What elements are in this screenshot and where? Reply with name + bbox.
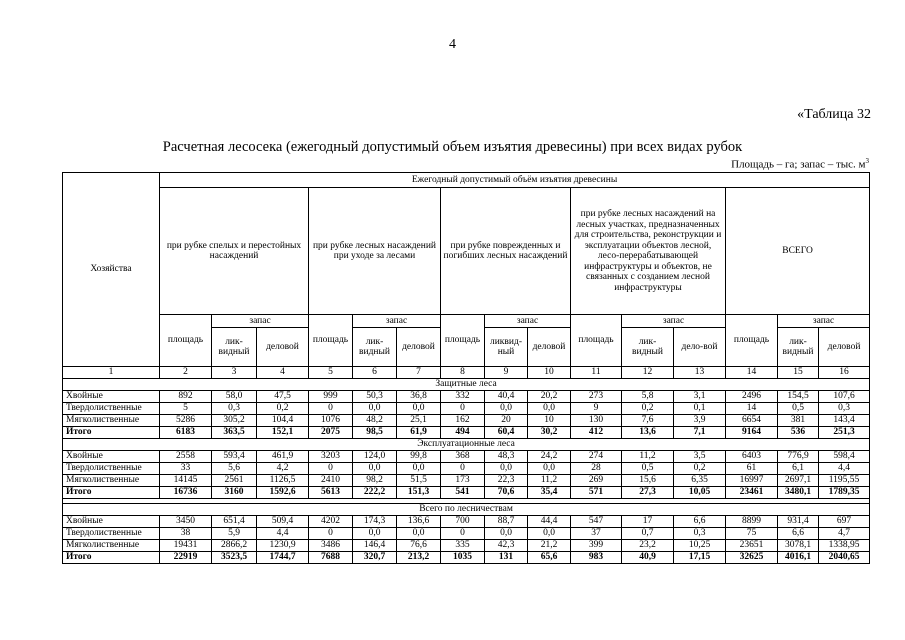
table-cell: 44,4 <box>528 516 571 528</box>
table-cell: 30,2 <box>528 427 571 439</box>
table-row <box>63 451 870 463</box>
table-cell: 0,1 <box>674 403 726 415</box>
table-cell: 47,5 <box>257 391 309 403</box>
table-cell: 88,7 <box>485 516 528 528</box>
table-cell: 76,6 <box>397 540 441 552</box>
table-cell: 6,1 <box>778 463 819 475</box>
allowable-cut-table <box>62 172 870 564</box>
table-cell: 999 <box>309 391 353 403</box>
column-number: 13 <box>674 367 726 379</box>
table-cell: 697 <box>819 516 870 528</box>
table-cell: 131 <box>485 552 528 564</box>
table-cell: 931,4 <box>778 516 819 528</box>
section-row <box>63 504 870 516</box>
header-liquid: лик-видный <box>622 328 674 367</box>
table-row <box>63 540 870 552</box>
table-cell: 0 <box>441 403 485 415</box>
table-row <box>63 475 870 487</box>
table-cell: 4,4 <box>257 528 309 540</box>
header-area: площадь <box>441 315 485 367</box>
table-cell: 1230,9 <box>257 540 309 552</box>
header-liquid: лик-видный <box>212 328 257 367</box>
table-cell: 3486 <box>309 540 353 552</box>
table-cell: 1126,5 <box>257 475 309 487</box>
table-cell: 983 <box>571 552 622 564</box>
table-cell: 0,0 <box>528 528 571 540</box>
table-cell: 7,1 <box>674 427 726 439</box>
table-cell: 11,2 <box>622 451 674 463</box>
table-cell: 1035 <box>441 552 485 564</box>
table-cell: 51,5 <box>397 475 441 487</box>
column-number: 4 <box>257 367 309 379</box>
header-stock: запас <box>353 315 441 328</box>
table-cell: 0,5 <box>778 403 819 415</box>
column-number: 2 <box>160 367 212 379</box>
table-cell: 335 <box>441 540 485 552</box>
header-area: площадь <box>571 315 622 367</box>
table-cell: 6,6 <box>778 528 819 540</box>
table-label: «Таблица 32 <box>797 107 871 122</box>
table-cell: 174,3 <box>353 516 397 528</box>
header-stock: запас <box>485 315 571 328</box>
table-cell: 3,5 <box>674 451 726 463</box>
table-cell: 0,0 <box>353 403 397 415</box>
table-cell: 2558 <box>160 451 212 463</box>
table-cell: 1744,7 <box>257 552 309 564</box>
column-number: 9 <box>485 367 528 379</box>
table-cell: 4,2 <box>257 463 309 475</box>
table-cell: 0,0 <box>485 528 528 540</box>
row-label: Хвойные <box>63 391 160 403</box>
table-cell: 651,4 <box>212 516 257 528</box>
table-cell: 4,7 <box>819 528 870 540</box>
table-cell: 547 <box>571 516 622 528</box>
table-cell: 0,3 <box>674 528 726 540</box>
table-cell: 2496 <box>726 391 778 403</box>
table-cell: 0 <box>309 463 353 475</box>
table-cell: 6654 <box>726 415 778 427</box>
table-cell: 143,4 <box>819 415 870 427</box>
table-cell: 58,0 <box>212 391 257 403</box>
header-commercial: дело-вой <box>674 328 726 367</box>
table-cell: 146,4 <box>353 540 397 552</box>
table-cell: 494 <box>441 427 485 439</box>
table-cell: 2075 <box>309 427 353 439</box>
table-cell: 107,6 <box>819 391 870 403</box>
table-cell: 5286 <box>160 415 212 427</box>
table-cell: 2410 <box>309 475 353 487</box>
table-cell: 25,1 <box>397 415 441 427</box>
header-group-thinning: при рубке лесных насаждений при уходе за лесами <box>309 188 441 315</box>
table-cell: 13,6 <box>622 427 674 439</box>
table-cell: 17 <box>622 516 674 528</box>
section-row <box>63 439 870 451</box>
table-cell: 22,3 <box>485 475 528 487</box>
table-cell: 2866,2 <box>212 540 257 552</box>
table-cell: 15,6 <box>622 475 674 487</box>
section-row <box>63 379 870 391</box>
table-cell: 154,5 <box>778 391 819 403</box>
table-cell: 37 <box>571 528 622 540</box>
table-cell: 20,2 <box>528 391 571 403</box>
table-cell: 5,6 <box>212 463 257 475</box>
units-text: Площадь – га; запас – тыс. м <box>731 158 866 171</box>
table-cell: 75 <box>726 528 778 540</box>
table-row <box>63 463 870 475</box>
table-cell: 22919 <box>160 552 212 564</box>
table-cell: 381 <box>778 415 819 427</box>
table-cell: 0,3 <box>212 403 257 415</box>
table-cell: 11,2 <box>528 475 571 487</box>
table-row <box>63 403 870 415</box>
table-cell: 0,0 <box>353 463 397 475</box>
column-number: 11 <box>571 367 622 379</box>
table-cell: 222,2 <box>353 487 397 499</box>
table-cell: 7,6 <box>622 415 674 427</box>
column-number: 6 <box>353 367 397 379</box>
table-cell: 305,2 <box>212 415 257 427</box>
table-cell: 593,4 <box>212 451 257 463</box>
table-cell: 3078,1 <box>778 540 819 552</box>
total-row <box>63 427 870 439</box>
table-cell: 40,4 <box>485 391 528 403</box>
table-cell: 173 <box>441 475 485 487</box>
table-cell: 0,2 <box>622 403 674 415</box>
table-cell: 0,0 <box>353 528 397 540</box>
header-area: площадь <box>726 315 778 367</box>
table-cell: 571 <box>571 487 622 499</box>
table-cell: 412 <box>571 427 622 439</box>
table-cell: 0,7 <box>622 528 674 540</box>
table-cell: 536 <box>778 427 819 439</box>
table-cell: 1789,35 <box>819 487 870 499</box>
table-cell: 2040,65 <box>819 552 870 564</box>
units-note <box>731 157 869 171</box>
column-number: 1 <box>63 367 160 379</box>
header-liquid: ликвид-ный <box>485 328 528 367</box>
row-label: Твердолиственные <box>63 403 160 415</box>
row-label: Итого <box>63 552 160 564</box>
table-cell: 40,9 <box>622 552 674 564</box>
table-cell: 32625 <box>726 552 778 564</box>
table-cell: 3,1 <box>674 391 726 403</box>
table-cell: 0,0 <box>397 403 441 415</box>
table-cell: 60,4 <box>485 427 528 439</box>
row-label: Мягколиственные <box>63 540 160 552</box>
table-row <box>63 528 870 540</box>
table-cell: 70,6 <box>485 487 528 499</box>
table-cell: 9164 <box>726 427 778 439</box>
units-superscript: 3 <box>865 157 869 165</box>
column-number: 10 <box>528 367 571 379</box>
table-cell: 461,9 <box>257 451 309 463</box>
header-annual-cut: Ежегодный допустимый объём изъятия древесины <box>160 173 870 188</box>
table-cell: 5,9 <box>212 528 257 540</box>
table-cell: 104,4 <box>257 415 309 427</box>
header-liquid: лик-видный <box>353 328 397 367</box>
table-cell: 1592,6 <box>257 487 309 499</box>
table-cell: 48,3 <box>485 451 528 463</box>
table-cell: 23461 <box>726 487 778 499</box>
table-cell: 541 <box>441 487 485 499</box>
row-label: Итого <box>63 487 160 499</box>
table-cell: 3450 <box>160 516 212 528</box>
table-cell: 35,4 <box>528 487 571 499</box>
table-cell: 2561 <box>212 475 257 487</box>
table-cell: 162 <box>441 415 485 427</box>
table-cell: 151,3 <box>397 487 441 499</box>
header-stock: запас <box>212 315 309 328</box>
row-label: Мягколиственные <box>63 475 160 487</box>
table-cell: 3203 <box>309 451 353 463</box>
table-cell: 98,2 <box>353 475 397 487</box>
table-cell: 700 <box>441 516 485 528</box>
row-label: Итого <box>63 427 160 439</box>
header-area: площадь <box>160 315 212 367</box>
table-cell: 130 <box>571 415 622 427</box>
table-cell: 24,2 <box>528 451 571 463</box>
table-cell: 14145 <box>160 475 212 487</box>
table-cell: 892 <box>160 391 212 403</box>
table-cell: 4,4 <box>819 463 870 475</box>
table-cell: 98,5 <box>353 427 397 439</box>
table-cell: 20 <box>485 415 528 427</box>
table-cell: 6,35 <box>674 475 726 487</box>
column-number: 15 <box>778 367 819 379</box>
table-cell: 0,3 <box>819 403 870 415</box>
section-title: Всего по лесничествам <box>63 504 870 516</box>
table-cell: 5613 <box>309 487 353 499</box>
table-cell: 0,0 <box>528 463 571 475</box>
table-cell: 598,4 <box>819 451 870 463</box>
row-label: Хвойные <box>63 516 160 528</box>
table-cell: 3523,5 <box>212 552 257 564</box>
column-number: 8 <box>441 367 485 379</box>
table-cell: 1076 <box>309 415 353 427</box>
table-cell: 28 <box>571 463 622 475</box>
table-cell: 0 <box>441 528 485 540</box>
table-cell: 332 <box>441 391 485 403</box>
table-cell: 363,5 <box>212 427 257 439</box>
table-cell: 36,8 <box>397 391 441 403</box>
table-cell: 320,7 <box>353 552 397 564</box>
table-cell: 16997 <box>726 475 778 487</box>
row-label: Хвойные <box>63 451 160 463</box>
header-stock: запас <box>622 315 726 328</box>
table-cell: 399 <box>571 540 622 552</box>
table-cell: 16736 <box>160 487 212 499</box>
table-cell: 99,8 <box>397 451 441 463</box>
table-cell: 14 <box>726 403 778 415</box>
table-row <box>63 516 870 528</box>
table-cell: 509,4 <box>257 516 309 528</box>
table-cell: 3480,1 <box>778 487 819 499</box>
page-number: 4 <box>449 37 456 52</box>
table-cell: 273 <box>571 391 622 403</box>
table-cell: 48,2 <box>353 415 397 427</box>
column-number: 5 <box>309 367 353 379</box>
header-stock: запас <box>778 315 870 328</box>
row-label: Мягколиственные <box>63 415 160 427</box>
column-number: 12 <box>622 367 674 379</box>
table-cell: 17,15 <box>674 552 726 564</box>
total-row <box>63 487 870 499</box>
table-cell: 136,6 <box>397 516 441 528</box>
table-cell: 1195,55 <box>819 475 870 487</box>
header-farms: Хозяйства <box>63 173 160 367</box>
table-cell: 0,0 <box>397 463 441 475</box>
table-cell: 0,2 <box>257 403 309 415</box>
table-cell: 6183 <box>160 427 212 439</box>
table-cell: 61,9 <box>397 427 441 439</box>
table-cell: 10,25 <box>674 540 726 552</box>
header-liquid: лик-видный <box>778 328 819 367</box>
table-cell: 3160 <box>212 487 257 499</box>
header-group-mature: при рубке спелых и перестойных насаждений <box>160 188 309 315</box>
section-title: Эксплуатационные леса <box>63 439 870 451</box>
table-cell: 2697,1 <box>778 475 819 487</box>
table-cell: 4202 <box>309 516 353 528</box>
table-cell: 10 <box>528 415 571 427</box>
table-cell: 9 <box>571 403 622 415</box>
header-group-damaged: при рубке поврежденных и погибших лесных насаждений <box>441 188 571 315</box>
header-group-total: ВСЕГО <box>726 188 870 315</box>
table-cell: 5,8 <box>622 391 674 403</box>
table-cell: 38 <box>160 528 212 540</box>
section-title: Защитные леса <box>63 379 870 391</box>
table-cell: 23,2 <box>622 540 674 552</box>
header-commercial: деловой <box>397 328 441 367</box>
table-cell: 6403 <box>726 451 778 463</box>
table-cell: 1338,95 <box>819 540 870 552</box>
table-cell: 274 <box>571 451 622 463</box>
table-cell: 124,0 <box>353 451 397 463</box>
table-cell: 0 <box>441 463 485 475</box>
table-cell: 3,9 <box>674 415 726 427</box>
header-area: площадь <box>309 315 353 367</box>
column-number: 14 <box>726 367 778 379</box>
table-cell: 213,2 <box>397 552 441 564</box>
table-cell: 0,0 <box>485 403 528 415</box>
row-label: Твердолиственные <box>63 463 160 475</box>
table-cell: 65,6 <box>528 552 571 564</box>
table-cell: 6,6 <box>674 516 726 528</box>
table-cell: 33 <box>160 463 212 475</box>
table-cell: 0,5 <box>622 463 674 475</box>
table-cell: 21,2 <box>528 540 571 552</box>
column-number: 16 <box>819 367 870 379</box>
header-commercial: деловой <box>257 328 309 367</box>
table-cell: 251,3 <box>819 427 870 439</box>
table-cell: 0,2 <box>674 463 726 475</box>
table-row <box>63 391 870 403</box>
table-cell: 0,0 <box>528 403 571 415</box>
table-cell: 23651 <box>726 540 778 552</box>
table-cell: 19431 <box>160 540 212 552</box>
table-cell: 10,05 <box>674 487 726 499</box>
total-row <box>63 552 870 564</box>
table-cell: 27,3 <box>622 487 674 499</box>
table-cell: 7688 <box>309 552 353 564</box>
table-cell: 269 <box>571 475 622 487</box>
table-body <box>63 367 870 564</box>
column-number: 3 <box>212 367 257 379</box>
table-cell: 50,3 <box>353 391 397 403</box>
table-cell: 368 <box>441 451 485 463</box>
column-number: 7 <box>397 367 441 379</box>
row-label: Твердолиственные <box>63 528 160 540</box>
header-commercial: деловой <box>819 328 870 367</box>
table-cell: 61 <box>726 463 778 475</box>
table-cell: 0,0 <box>485 463 528 475</box>
table-cell: 42,3 <box>485 540 528 552</box>
table-cell: 0 <box>309 528 353 540</box>
table-cell: 5 <box>160 403 212 415</box>
header-commercial: деловой <box>528 328 571 367</box>
document-title: Расчетная лесосека (ежегодный допустимый объем изъятия древесины) при всех видах рубок <box>162 139 743 155</box>
table-cell: 0,0 <box>397 528 441 540</box>
table-cell: 152,1 <box>257 427 309 439</box>
header-group-construction: при рубке лесных насаждений на лесных участках, предназначенных для строительства, реконструкции и эксплуатации объектов лесной, лесо-перерабатывающей инфраструктуры и объектов, не связанных с созданием лесной инфраструктуры <box>571 188 726 315</box>
table-cell: 4016,1 <box>778 552 819 564</box>
table-cell: 8899 <box>726 516 778 528</box>
column-numbers-row <box>63 367 870 379</box>
table-row <box>63 415 870 427</box>
table-cell: 776,9 <box>778 451 819 463</box>
table-cell: 0 <box>309 403 353 415</box>
